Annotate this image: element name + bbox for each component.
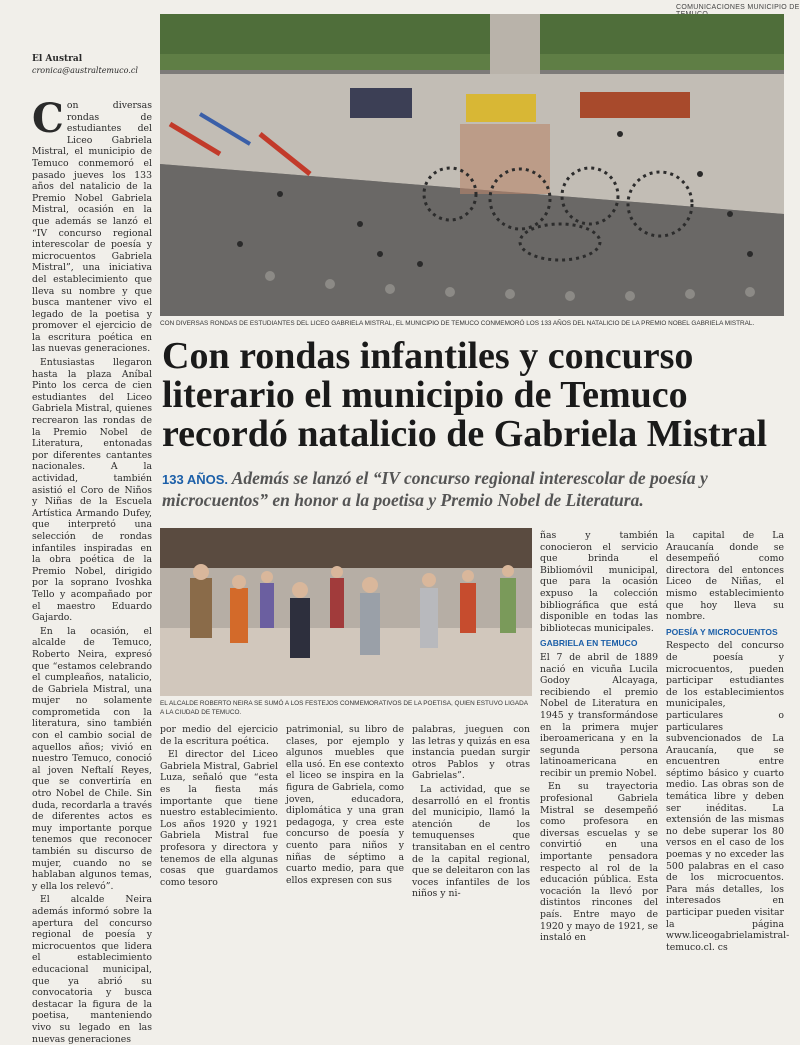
end-mark: cs [717, 941, 728, 953]
aerial-plaza-photo [160, 14, 784, 316]
article-column-6 [666, 530, 790, 955]
paragraph: por medio del ejercicio de la escritura poética. [160, 724, 278, 747]
paragraph: En su trayectoria profesional Gabriela Mistral se desempeñó como profesora en diversas escuelas y se convirtió en una importante pensadora respecto al rol de la educación pública. Esta vocación la llevó por distintos rincones del país. Entre mayo de 1920 y mayo de 1921, se instaló en [540, 781, 658, 944]
paragraph: palabras, jueguen con las letras y quizás en esa instancia puedan surgir otros Pablos y otras Gabrielas”. [412, 724, 530, 782]
subheading: GABRIELA EN TEMUCO [540, 638, 638, 649]
article-column-1 [32, 95, 152, 1045]
deck-text: Además se lanzó el “IV concurso regional interescolar de poesía y microcuentos” en honor a la poetisa y Premio Nobel de Literatura. [162, 468, 708, 510]
headline: Con rondas infantiles y concurso literario el municipio de Temuco recordó natalicio de Gabriela Mistral [162, 335, 768, 455]
byline-name: El Austral [32, 54, 83, 64]
paragraph: El 7 de abril de 1889 nació en vicuña Lucila Godoy Alcayaga, recibiendo el premio Nobel de Literatura en 1945 y transformándose en la primera mujer iberoamericana y en la segunda persona latinoamericana en recibir un premio Nobel. [540, 651, 658, 779]
ronda-children-photo [160, 528, 532, 696]
dropcap: C [32, 95, 64, 142]
paragraph: Respecto del concurso de poesía y microcuentos, pueden participar estudiantes de los establecimientos municipales, particulares o particulares subvencionados de La Araucanía, que se encuentren entre séptimo básico y cuarto medio. Las obras son de temática libre y deben ser inéditas. La extensión de las mismas no debe superar los 80 versos en el caso de los poemas y no exceder las 500 palabras en el caso de los microcuentos. Para más detalles, los interesados en participar pueden visitar la página www.liceogabrielamistral-temuco.cl. cs [666, 640, 790, 953]
deck [162, 468, 780, 510]
photo2-caption: EL ALCALDE ROBERTO NEIRA SE SUMÓ A LOS FESTEJOS CONMEMORATIVOS DE LA POETISA, QUIEN ESTUVO LIGADA A LA CIUDAD DE TEMUCO. [160, 700, 528, 716]
paragraph: Entusiastas llegaron hasta la plaza Aníbal Pinto los cerca de cien estudiantes del Liceo Gabriela Mistral, quienes recrearon las rondas de la Premio Nobel de Literatura, entonadas por diferentes cantantes nacionales. A la actividad, también asistió el Coro de Niños y Niñas de la Escuela Artística Armando Dufey, que interpretó una selección de rondas infantiles inspiradas en la obra poética de la Premio Nobel, dirigido por la soprano Ivoshka Tello y acompañado por el maestro Eduardo Gajardo. [32, 357, 152, 624]
photo1-caption: CON DIVERSAS RONDAS DE ESTUDIANTES DEL LICEO GABRIELA MISTRAL, EL MUNICIPIO DE TEMUCO CONMEMORÓ LOS 133 AÑOS DEL NATALICIO DE LA PREMIO NOBEL GABRIELA MISTRAL. [160, 320, 755, 327]
paragraph: ñas y también conocieron el servicio que brinda el Bibliomóvil municipal, que para la ocasión expuso la colección bibliográfica que está disponible en todas las bibliotecas municipales. [540, 530, 658, 634]
subheading: POESÍA Y MICROCUENTOS [666, 626, 778, 637]
paragraph: La actividad, que se desarrolló en el frontis del municipio, llamó la atención de los temuquenses que transitaban en el centro de la capital regional, que se deleitaron con las voces infantiles de los niños y ni- [412, 783, 530, 900]
paragraph: patrimonial, su libro de clases, por ejemplo y algunos muebles que ella usó. En ese contexto el liceo se inspira en la figura de Gabriela, como joven, educadora, diplomática y una gran pedagoga, y crea este concurso de poesía y cuento para niños y niñas de séptimo a cuarto medio, para que ellos expresen con sus [286, 724, 404, 886]
article-column-4 [412, 724, 530, 902]
paragraph: El director del Liceo Gabriela Mistral, Gabriel Luza, señaló que “esta es la fiesta más importante que tiene nuestro establecimiento. Los años 1920 y 1921 Gabriela Mistral fue profesora y directora y tenemos de ella algunas cosas que guardamos como tesoro [160, 749, 278, 888]
article-column-3 [286, 724, 404, 888]
article-column-5 [540, 530, 658, 946]
deck-tag: 133 AÑOS. [162, 472, 228, 487]
paragraph: Con diversas rondas de estudiantes del Liceo Gabriela Mistral, el municipio de Temuco conmemoró el pasado jueves los 133 años del natalicio de la Premio Nobel Gabriela Mistral, ocasión en la que además se lanzó el “IV concurso regional interescolar de poesía y microcuentos Gabriela Mistral”, una iniciativa del establecimiento que lleva su nombre y que busca mantener vivo el legado de la poetisa y promover el ejercicio de la escritura poética en las nuevas generaciones. [32, 95, 152, 355]
paragraph: En la ocasión, el alcalde de Temuco, Roberto Neira, expresó que “estamos celebrando el cumpleaños, natalicio, de Gabriela Mistral, una mujer no solamente comprometida con la literatura, sino también con el cambio social de aquellos años; vivió en nuestro Temuco, conoció al joven Neftalí Reyes, que se convertiría en otro Nobel de Chile. Sin duda, recordarla a través de diferentes actos es muy importante porque tenemos que reconocer también su discurso de mujer, cuando no se hablaban algunos temas, y ella los relevó”. [32, 625, 152, 892]
byline-email[interactable]: cronica@australtemuco.cl [32, 66, 138, 75]
byline [32, 54, 150, 76]
paragraph: El alcalde Neira además informó sobre la apertura del concurso regional de poesía y microcuentos que lidera el establecimiento educacional municipal, que ya abrió su convocatoria y busca destacar la figura de la poetisa, manteniendo vivo su legado en las nuevas generaciones [32, 894, 152, 1045]
article-column-2 [160, 724, 278, 890]
paragraph: la capital de La Araucanía donde se desempeñó como directora del entonces Liceo de Niñas, el mismo establecimiento que hoy lleva su nombre. [666, 530, 784, 623]
section-label: COMUNICACIONES MUNICIPIO DE [676, 4, 800, 11]
